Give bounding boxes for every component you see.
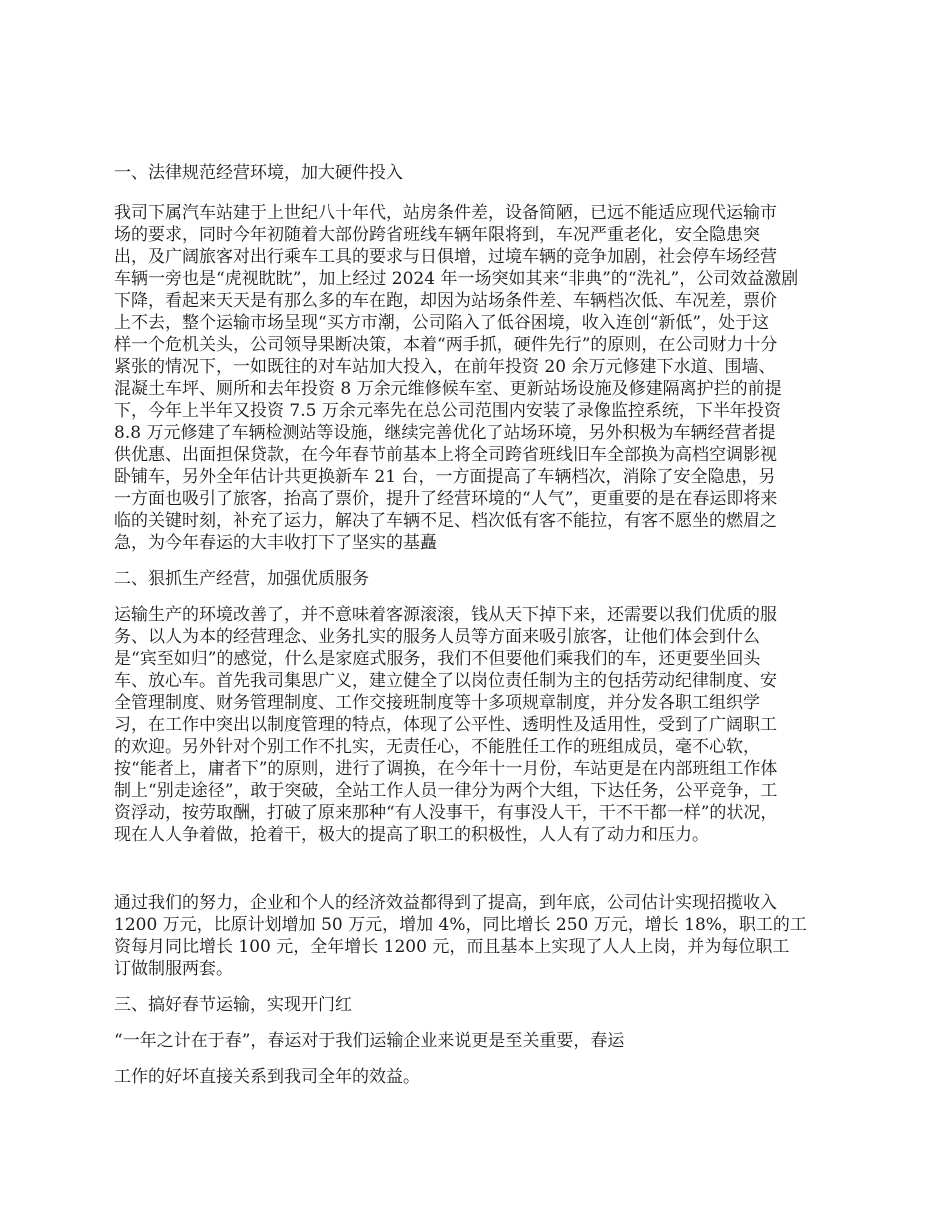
- paragraph-line: 车辆一旁也是“虎视眈眈”，加上经过 2024 年一场突如其来“非典”的“洗礼”，公司效益激剧: [114, 269, 799, 289]
- paragraph-line: 上不去，整个运输市场呈现“买方市潮，公司陷入了低谷困境，收入连创“新低”，处于这: [114, 313, 770, 333]
- paragraph-line: 1200 万元，比原计划增加 50 万元，增加 4%，同比增长 250 万元，增长 18%，职工的工: [114, 915, 807, 935]
- paragraph-line: 运输生产的环境改善了，并不意味着客源滚滚，钱从天下掉下来，还需要以我们优质的服: [114, 605, 777, 625]
- paragraph-line: 资每月同比增长 100 元，全年增长 1200 元，而且基本上实现了人人上岗，并为每位职工: [114, 937, 790, 957]
- paragraph-line: 制上“别走途径”，敢于突破，全站工作人员一律分为两个大组，下达任务，公平竞争，工: [114, 781, 778, 801]
- paragraph-line: 8.8 万元修建了车辆检测站等设施，继续完善优化了站场环境，另外积极为车辆经营者提: [114, 423, 776, 443]
- paragraph-line: 卧铺车，另外全年估计共更换新车 21 台，一方面提高了车辆档次，消除了安全隐患，另: [114, 467, 776, 487]
- paragraph-line: 资浮动，按劳取酬，打破了原来那种“有人没事干，有事没人干，干不干都一样”的状况，: [114, 803, 778, 823]
- paragraph-line: 下，今年上半年又投资 7.5 万余元率先在总公司范围内安装了录像监控系统，下半年投资: [114, 401, 781, 421]
- paragraph-line: 场的要求，同时今年初随着大部份跨省班线车辆年限将到，车况严重老化，安全隐患突: [114, 225, 760, 245]
- paragraph-line: 的欢迎。另外针对个别工作不扎实，无责任心，不能胜任工作的班组成员，毫不心软，: [114, 737, 760, 757]
- paragraph-line: 样一个危机关头，公司领导果断决策，本着“两手抓，硬件先行”的原则，在公司财力十分: [114, 335, 778, 355]
- paragraph-line: 急，为今年春运的大丰收打下了坚实的基矗: [114, 533, 437, 553]
- paragraph-line: 临的关键时刻，补充了运力，解决了车辆不足、档次低有客不能拉，有客不愿坐的燃眉之: [114, 511, 777, 531]
- paragraph-line: 紧张的情况下，一如既往的对车站加大投入，在前年投资 20 余万元修建下水道、围墙、: [114, 357, 776, 377]
- paragraph-line: 供优惠、出面担保贷款，在今年春节前基本上将全司跨省班线旧车全部换为高档空调影视: [114, 445, 777, 465]
- section-heading-3: 三、搞好春节运输，实现开门红: [114, 995, 352, 1015]
- paragraph-line: 车、放心车。首先我司集思广义，建立健全了以岗位责任制为主的包括劳动纪律制度、安: [114, 671, 777, 691]
- paragraph-line: 现在人人争着做，抢着干，极大的提高了职工的积极性，人人有了动力和压力。: [114, 825, 709, 845]
- paragraph-line: 是“宾至如归”的感觉，什么是家庭式服务，我们不但要他们乘我们的车，还更要坐回头: [114, 649, 761, 669]
- paragraph-line: 我司下属汽车站建于上世纪八十年代，站房条件差，设备简陋，已远不能适应现代运输市: [114, 203, 777, 223]
- paragraph-line: 全管理制度、财务管理制度、工作交接班制度等十多项规章制度，并分发各职工组织学: [114, 693, 760, 713]
- paragraph-line: 订做制服两套。: [114, 959, 233, 979]
- paragraph-line: 习，在工作中突出以制度管理的特点，体现了公平性、透明性及适用性，受到了广阔职工: [114, 715, 777, 735]
- section-heading-1: 一、法律规范经营环境，加大硬件投入: [114, 163, 403, 183]
- paragraph-line: 务、以人为本的经营理念、业务扎实的服务人员等方面来吸引旅客，让他们体会到什么: [114, 627, 760, 647]
- paragraph-line: 一方面也吸引了旅客，抬高了票价，提升了经营环境的“人气”，更重要的是在春运即将来: [114, 489, 778, 509]
- paragraph-line: 按“能者上，庸者下”的原则，进行了调换，在今年十一月份，车站更是在内部班组工作体: [114, 759, 778, 779]
- paragraph-line: 下降，看起来天天是有那么多的车在跑，却因为站场条件差、车辆档次低、车况差，票价: [114, 291, 777, 311]
- paragraph-line: 混凝土车坪、厕所和去年投资 8 万余元维修候车室、更新站场设施及修建隔离护拦的前提: [114, 379, 782, 399]
- paragraph-line: 工作的好坏直接关系到我司全年的效益。: [114, 1067, 420, 1087]
- paragraph-line: “一年之计在于春”，春运对于我们运输企业来说更是至关重要，春运: [114, 1031, 625, 1051]
- paragraph-line: 通过我们的努力，企业和个人的经济效益都得到了提高，到年底，公司估计实现招揽收入: [114, 893, 777, 913]
- paragraph-line: 出，及广阔旅客对出行乘车工具的要求与日俱增，过境车辆的竞争加剧，社会停车场经营: [114, 247, 777, 267]
- section-heading-2: 二、狠抓生产经营，加强优质服务: [114, 569, 369, 589]
